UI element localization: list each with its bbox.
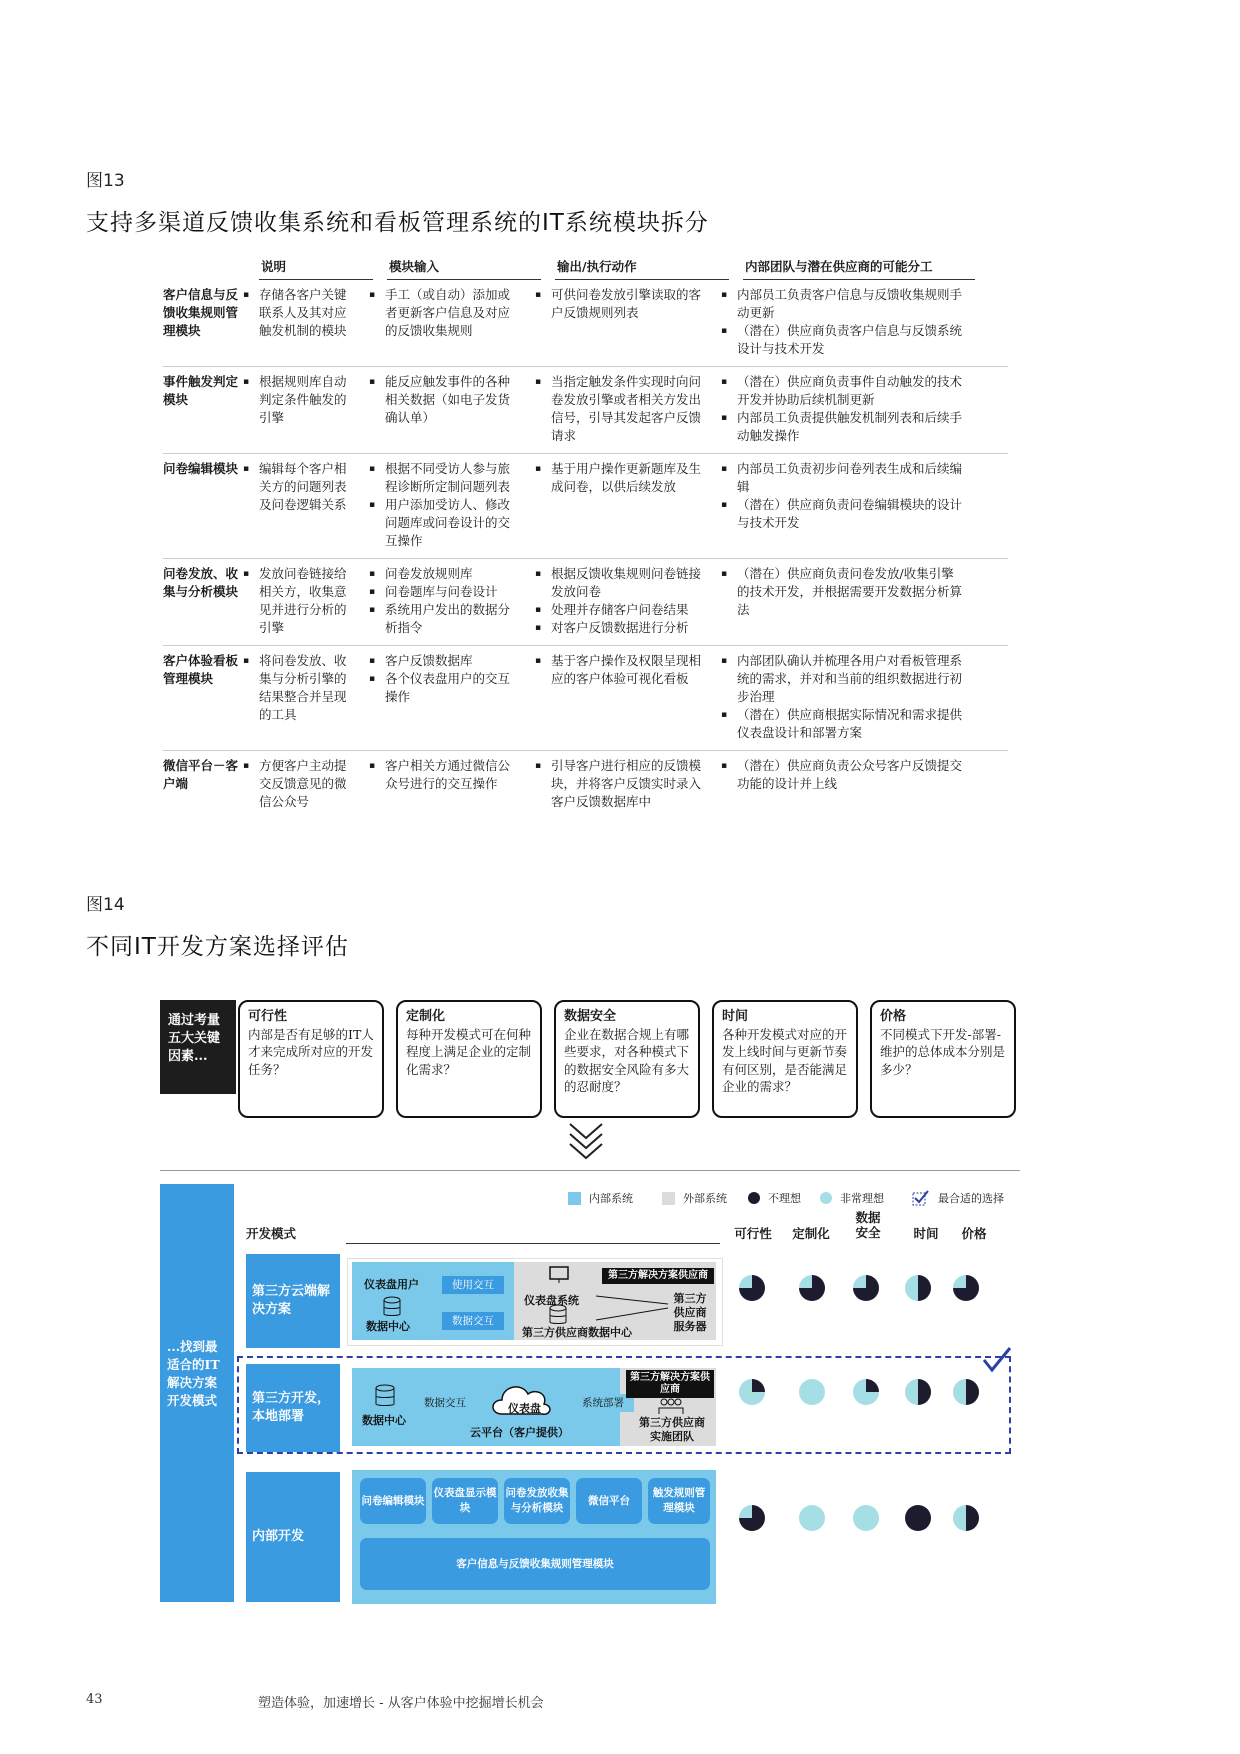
- figure-14-label: 图14: [86, 895, 125, 915]
- dev-mode-header: 开发模式: [246, 1226, 297, 1241]
- table-row: [163, 367, 1008, 454]
- bullet-item: ▪ （潜在）供应商负责问卷编辑模块的设计与技术开发: [719, 496, 963, 532]
- check-icon: [982, 1346, 1012, 1376]
- legend-bad: 不理想: [748, 1190, 801, 1206]
- vendor-db-label: 第三方供应商数据中心: [522, 1326, 632, 1339]
- page-number: 43: [86, 1692, 103, 1707]
- dashboard-user-label: 仪表盘用户: [364, 1278, 419, 1291]
- module-questionnaire-edit: 问卷编辑模块: [360, 1478, 426, 1524]
- col-customization: 定制化: [792, 1226, 830, 1241]
- rating-feasibility-pie: [739, 1379, 765, 1405]
- header-output: 输出/执行动作: [555, 258, 729, 280]
- bullet-item: ▪ 根据不同受访人参与旅程诊断所定制问题列表: [367, 460, 519, 496]
- cell-division: [719, 652, 963, 742]
- cell-desc: [241, 460, 353, 550]
- bullet-item: ▪ 客户相关方通过微信公众号进行的交互操作: [367, 757, 519, 793]
- connection-lines: [594, 1286, 670, 1326]
- module-dashboard-display: 仪表盘显示模块: [432, 1478, 498, 1524]
- bullet-item: ▪ 客户反馈数据库: [367, 652, 519, 670]
- header-rule: [346, 1243, 720, 1244]
- rating-customization-pie: [799, 1379, 825, 1405]
- data-interact-arrow: 数据交互: [442, 1312, 504, 1330]
- table-row: [163, 280, 1008, 367]
- rating-data-security-pie: [853, 1505, 879, 1531]
- dashboard-label: 仪表盘: [508, 1402, 541, 1415]
- module-wechat: 微信平台: [576, 1478, 642, 1524]
- bullet-item: ▪ （潜在）供应商负责客户信息与反馈系统设计与技术开发: [719, 322, 963, 358]
- bullet-item: ▪ 内部员工负责客户信息与反馈收集规则手动更新: [719, 286, 963, 322]
- criterion-feasibility: 可行性 内部是否有足够的IT人才来完成所对应的开发任务？: [238, 1000, 384, 1118]
- cell-desc: [241, 652, 353, 742]
- cell-output: [533, 286, 705, 358]
- table-row: [163, 454, 1008, 559]
- bullet-item: ▪ 编辑每个客户相关方的问题列表及问卷逻辑关系: [241, 460, 353, 514]
- cell-input: [367, 373, 519, 445]
- bullet-item: ▪ 内部团队确认并梳理各用户对看板管理系统的需求，并对和当前的组织数据进行初步治理: [719, 652, 963, 706]
- cell-desc: [241, 757, 353, 811]
- option-local-label: 第三方开发，本地部署: [246, 1364, 340, 1452]
- sys-deploy-arrow: 系统部署: [572, 1394, 634, 1412]
- cell-desc: [241, 565, 353, 637]
- rating-price-pie: [953, 1379, 979, 1405]
- table-row: [163, 751, 1008, 819]
- rating-time-pie: [905, 1275, 931, 1301]
- row-module-name: 客户信息与反馈收集规则管理模块: [163, 287, 239, 338]
- bullet-item: ▪ 发放问卷链接给相关方，收集意见并进行分析的引擎: [241, 565, 353, 637]
- data-interact-arrow: 数据交互: [414, 1394, 476, 1412]
- footer-text: 塑造体验，加速增长 - 从客户体验中挖掘增长机会: [258, 1696, 544, 1711]
- vendor-team-label: 第三方供应商实施团队: [639, 1416, 705, 1443]
- module-customer-info: 客户信息与反馈收集规则管理模块: [360, 1538, 710, 1590]
- cell-output: [533, 565, 705, 637]
- check-icon: [912, 1190, 930, 1206]
- find-solution-text: ...找到最适合的IT解决方案开发模式: [167, 1339, 220, 1408]
- table-body: [163, 280, 1008, 819]
- cell-output: [533, 460, 705, 550]
- criterion-customization: 定制化 每种开发模式可在何种程度上满足企业的定制化需求？: [396, 1000, 542, 1118]
- cell-division: [719, 460, 963, 550]
- divider: [160, 1170, 1020, 1171]
- table-header: [163, 258, 1008, 280]
- bullet-item: ▪ 对客户反馈数据进行分析: [533, 619, 705, 637]
- consider-factors-label: 通过考量五大关键因素...: [160, 1000, 236, 1094]
- bullet-item: ▪ 当指定触发条件实现时向问卷发放引擎或者相关方发出信号，引导其发起客户反馈请求: [533, 373, 705, 445]
- bullet-item: ▪ 将问卷发放、收集与分析引擎的结果整合并呈现的工具: [241, 652, 353, 724]
- rating-customization-pie: [799, 1275, 825, 1301]
- bullet-item: ▪ 系统用户发出的数据分析指令: [367, 601, 519, 637]
- figure-14-title: 不同IT开发方案选择评估: [86, 934, 349, 960]
- criterion-price: 价格 不同模式下开发-部署-维护的总体成本分别是多少？: [870, 1000, 1016, 1118]
- bullet-item: ▪ 各个仪表盘用户的交互操作: [367, 670, 519, 706]
- row-module-name: 事件触发判定模块: [163, 374, 239, 407]
- rating-customization-pie: [799, 1505, 825, 1531]
- table-row: [163, 646, 1008, 751]
- bullet-item: ▪ 问卷发放规则库: [367, 565, 519, 583]
- bullet-item: ▪ 基于客户操作及权限呈现相应的客户体验可视化看板: [533, 652, 705, 688]
- bullet-item: ▪ 问卷题库与问卷设计: [367, 583, 519, 601]
- option-cloud-label: 第三方云端解决方案: [246, 1254, 340, 1348]
- bullet-item: ▪ （潜在）供应商根据实际情况和需求提供仪表盘设计和部署方案: [719, 706, 963, 742]
- criterion-time: 时间 各种开发模式对应的开发上线时间与更新节奏有何区别，是否能满足企业的需求？: [712, 1000, 858, 1118]
- figure-13-title: 支持多渠道反馈收集系统和看板管理系统的IT系统模块拆分: [86, 210, 709, 236]
- figure-13-label: 图13: [86, 171, 125, 191]
- bullet-item: ▪ （潜在）供应商负责公众号客户反馈提交功能的设计并上线: [719, 757, 963, 793]
- cell-input: [367, 652, 519, 742]
- rating-time-pie: [905, 1505, 931, 1531]
- row-module-name: 客户体验看板管理模块: [163, 653, 239, 686]
- row-module-name: 问卷编辑模块: [163, 461, 239, 476]
- header-desc: 说明: [259, 258, 373, 280]
- vendor-tag: 第三方解决方案供应商: [626, 1370, 714, 1398]
- rating-feasibility-pie: [739, 1275, 765, 1301]
- rating-data-security-pie: [853, 1275, 879, 1301]
- col-data-security: 数据安全: [855, 1210, 881, 1240]
- legend-internal: 内部系统: [568, 1190, 633, 1206]
- col-price: 价格: [961, 1226, 987, 1241]
- module-trigger-rules: 触发规则管理模块: [648, 1478, 710, 1524]
- use-interact-arrow: 使用交互: [442, 1276, 504, 1294]
- bullet-item: ▪ 手工（或自动）添加或者更新客户信息及对应的反馈收集规则: [367, 286, 519, 340]
- legend-best: 最合适的选择: [912, 1190, 1004, 1206]
- database-icon: [382, 1296, 402, 1318]
- bullet-item: ▪ 引导客户进行相应的反馈模块，并将客户反馈实时录入客户反馈数据库中: [533, 757, 705, 811]
- cell-input: [367, 286, 519, 358]
- criterion-data-security: 数据安全 企业在数据合规上有哪些要求，对各种模式下的数据安全风险有多大的忍耐度？: [554, 1000, 700, 1118]
- row-module-name: 问卷发放、收集与分析模块: [163, 566, 239, 599]
- cell-division: [719, 565, 963, 637]
- legend-good: 非常理想: [820, 1190, 884, 1206]
- data-center-label: 数据中心: [362, 1414, 406, 1427]
- rating-price-pie: [953, 1275, 979, 1301]
- cloud-platform-label: 云平台（客户提供）: [470, 1426, 569, 1439]
- rating-time-pie: [905, 1379, 931, 1405]
- cell-output: [533, 652, 705, 742]
- database-icon: [548, 1304, 568, 1326]
- rating-data-security-pie: [853, 1379, 879, 1405]
- cell-desc: [241, 286, 353, 358]
- bullet-item: ▪ 内部员工负责初步问卷列表生成和后续编辑: [719, 460, 963, 496]
- rating-price-pie: [953, 1505, 979, 1531]
- col-feasibility: 可行性: [734, 1226, 772, 1241]
- bullet-item: ▪ 方便客户主动提交反馈意见的微信公众号: [241, 757, 353, 811]
- bullet-item: ▪ 存储各客户关键联系人及其对应触发机制的模块: [241, 286, 353, 340]
- bullet-item: ▪ （潜在）供应商负责问卷发放/收集引擎的技术开发，并根据需要开发数据分析算法: [719, 565, 963, 619]
- cell-input: [367, 757, 519, 811]
- cell-output: [533, 373, 705, 445]
- monitor-icon: [548, 1266, 570, 1284]
- table-row: [163, 559, 1008, 646]
- bullet-item: ▪ 内部员工负责提供触发机制列表和后续手动触发操作: [719, 409, 963, 445]
- chevron-down-icon: [568, 1122, 604, 1162]
- row-module-name: 微信平台－客户端: [163, 758, 239, 791]
- bullet-item: ▪ 基于用户操作更新题库及生成问卷，以供后续发放: [533, 460, 705, 496]
- vendor-server-label: 第三方供应商服务器: [673, 1292, 707, 1333]
- legend-external: 外部系统: [662, 1190, 727, 1206]
- best-choice-highlight: [237, 1356, 1011, 1454]
- bullet-item: ▪ 根据规则库自动判定条件触发的引擎: [241, 373, 353, 427]
- bullet-item: ▪ （潜在）供应商负责事件自动触发的技术开发并协助后续机制更新: [719, 373, 963, 409]
- cell-desc: [241, 373, 353, 445]
- bullet-item: ▪ 能反应触发事件的各种相关数据（如电子发货确认单）: [367, 373, 519, 427]
- vendor-tag: 第三方解决方案供应商: [602, 1268, 714, 1284]
- module-distribute-analyze: 问卷发放收集与分析模块: [504, 1478, 570, 1524]
- cell-division: [719, 373, 963, 445]
- rating-feasibility-pie: [739, 1505, 765, 1531]
- bullet-item: ▪ 可供问卷发放引擎读取的客户反馈规则列表: [533, 286, 705, 322]
- cell-input: [367, 460, 519, 550]
- dashboard-system-label: 仪表盘系统: [524, 1294, 579, 1307]
- cell-division: [719, 286, 963, 358]
- cell-input: [367, 565, 519, 637]
- header-input: 模块输入: [387, 258, 541, 280]
- option-internal-label: 内部开发: [246, 1472, 340, 1602]
- bullet-item: ▪ 根据反馈收集规则问卷链接发放问卷: [533, 565, 705, 601]
- data-center-label: 数据中心: [366, 1320, 410, 1333]
- bullet-item: ▪ 处理并存储客户问卷结果: [533, 601, 705, 619]
- cell-output: [533, 757, 705, 811]
- module-table: [163, 258, 1008, 819]
- col-time: 时间: [913, 1226, 939, 1241]
- header-division: 内部团队与潜在供应商的可能分工: [743, 258, 975, 280]
- bullet-item: ▪ 用户添加受访人、修改问题库或问卷设计的交互操作: [367, 496, 519, 550]
- cell-division: [719, 757, 963, 811]
